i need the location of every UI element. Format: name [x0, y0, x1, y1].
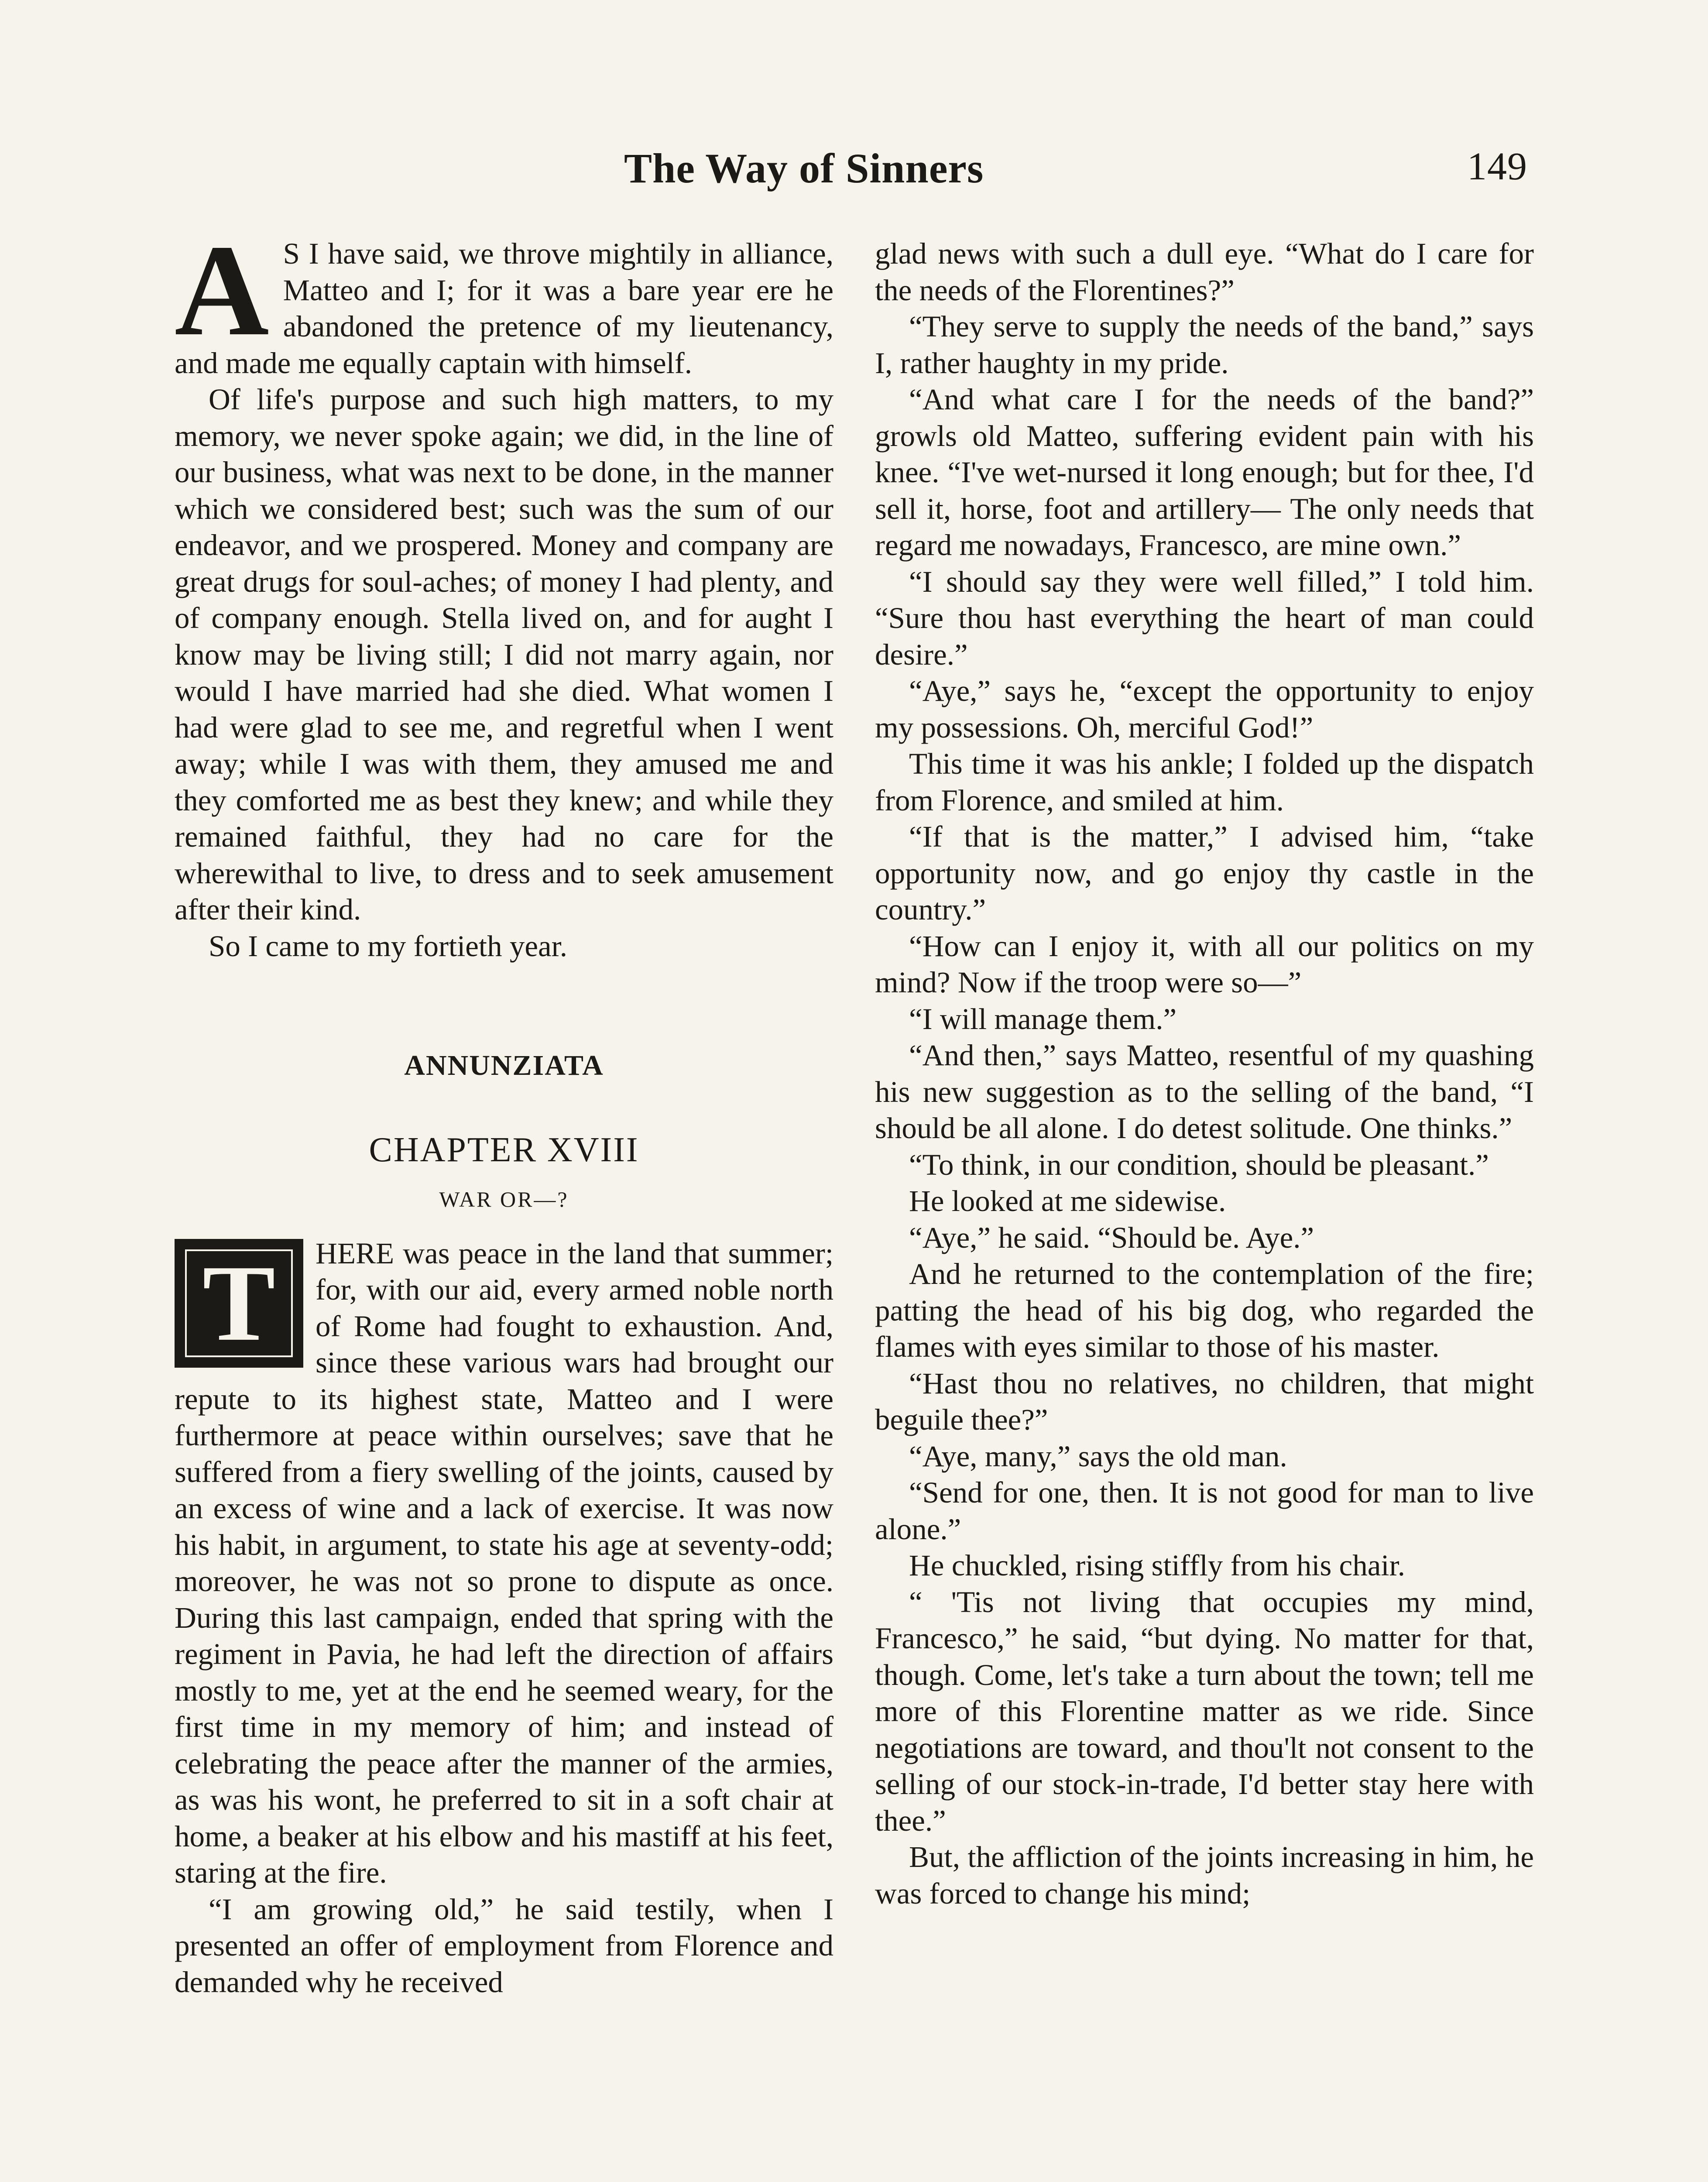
paragraph: “Aye,” he said. “Should be. Aye.”	[909, 1221, 1314, 1254]
paragraph: And he returned to the contemplation of the fire; patting the head of his big dog, who regarded the flames with eyes similar to those of his master.	[875, 1257, 1534, 1363]
paragraph: He looked at me sidewise.	[909, 1184, 1226, 1218]
page-title: The Way of Sinners	[624, 145, 984, 192]
right-column	[875, 236, 1534, 1912]
paragraph: “If that is the matter,” I advised him, “take opportunity now, and go enjoy thy castle in the country.”	[875, 820, 1534, 926]
page-number: 149	[1467, 145, 1527, 188]
paragraph: glad news with such a dull eye. “What do I care for the needs of the Florentines?”	[875, 237, 1534, 307]
section-title: ANNUNZIATA	[404, 1050, 604, 1081]
paragraph: But, the affliction of the joints increasing in him, he was forced to change his mind;	[875, 1840, 1534, 1910]
chapter-opening-text: HERE was peace in the land that summer; for, with our aid, every armed noble north of Rome had fought to exhaustion. And, since these various wars had brought our repute to its highest state, Matteo and I were furthermore at peace within ourselves; save that he suffered from a fiery swelling of the joints, caused by an excess of wine and a lack of exercise. It was now his habit, in argument, to state his age at seventy-odd; moreover, he was not so prone to dispute as once. During this last campaign, ended that spring with the regiment in Pavia, he had left the direction of affairs mostly to me, yet at the end he seemed weary, for the first time in my memory of him; and instead of celebrating the peace after the manner of the armies, as was his wont, he preferred to sit in a soft chair at home, a beaker at his elbow and his mastiff at his feet, staring at the fire.	[175, 1236, 833, 1889]
paragraph: “Aye,” says he, “except the opportunity to enjoy my possessions. Oh, merciful God!”	[875, 674, 1534, 744]
paragraph: So I came to my fortieth year.	[209, 929, 568, 963]
drop-cap-letter: T	[202, 1242, 275, 1364]
chapter-opening-paragraph	[175, 1235, 833, 1891]
paragraph: “Aye, many,” says the old man.	[909, 1439, 1287, 1473]
left-column	[175, 218, 833, 2000]
chapter-subtitle: WAR OR—?	[439, 1187, 569, 1211]
opening-paragraph-text: S I have said, we throve mightily in alliance, Matteo and I; for it was a bare year ere he abandoned the pretence of my lieutenancy, and made me equally captain with himself.	[175, 237, 833, 380]
paragraph: “Hast thou no relatives, no children, that might beguile thee?”	[875, 1366, 1534, 1436]
ornamental-drop-cap-t	[175, 1239, 303, 1368]
paragraph: This time it was his ankle; I folded up the dispatch from Florence, and smiled at him.	[875, 747, 1534, 817]
paragraph: “And what care I for the needs of the band?” growls old Matteo, suffering evident pain with his knee. “I've wet-nursed it long enough; but for thee, I'd sell it, horse, foot and artillery— The only needs that regard me nowadays, Francesco, are mine own.”	[875, 383, 1534, 562]
chapter-title: CHAPTER XVIII	[369, 1130, 639, 1169]
paragraph: “I am growing old,” he said testily, when I presented an offer of employment from Florence and demanded why he received	[175, 1892, 833, 1999]
opening-paragraph	[175, 218, 833, 381]
paragraph: “And then,” says Matteo, resentful of my quashing his new suggestion as to the selling of the band, “I should be all alone. I do detest solitude. One thinks.”	[875, 1039, 1534, 1145]
paragraph: Of life's purpose and such high matters, to my memory, we never spoke again; we did, in the line of our business, what was next to be done, in the manner which we considered best; such was the sum of our endeavor, and we prospered. Money and company are great drugs for soul-aches; of money I had plenty, and of company enough. Stella lived on, and for aught I know may be living still; I did not marry again, nor would I have married had she died. What women I had were glad to see me, and regretful when I went away; while I was with them, they amused me and they comforted me as best they knew; and while they remained faithful, they had no care for the wherewithal to live, to dress and to seek amusement after their kind.	[175, 383, 833, 926]
paragraph: “ 'Tis not living that occupies my mind, Francesco,” he said, “but dying. No matter for that, though. Come, let's take a turn about the town; tell me more of this Florentine matter as we ride. Since negotiations are toward, and thou'lt not consent to the selling of our stock-in-trade, I'd better stay here with thee.”	[875, 1585, 1534, 1837]
paragraph: “I will manage them.”	[909, 1002, 1177, 1036]
paragraph: “Send for one, then. It is not good for man to live alone.”	[875, 1476, 1534, 1546]
paragraph: “I should say they were well filled,” I told him. “Sure thou hast everything the heart of man could desire.”	[875, 565, 1534, 671]
drop-cap-a: A	[175, 218, 269, 363]
paragraph: “How can I enjoy it, with all our politics on my mind? Now if the troop were so—”	[875, 929, 1534, 999]
paragraph: “They serve to supply the needs of the band,” says I, rather haughty in my pride.	[875, 310, 1534, 380]
paragraph: He chuckled, rising stiffly from his chair.	[909, 1549, 1405, 1582]
paragraph: “To think, in our condition, should be pleasant.”	[909, 1148, 1489, 1181]
